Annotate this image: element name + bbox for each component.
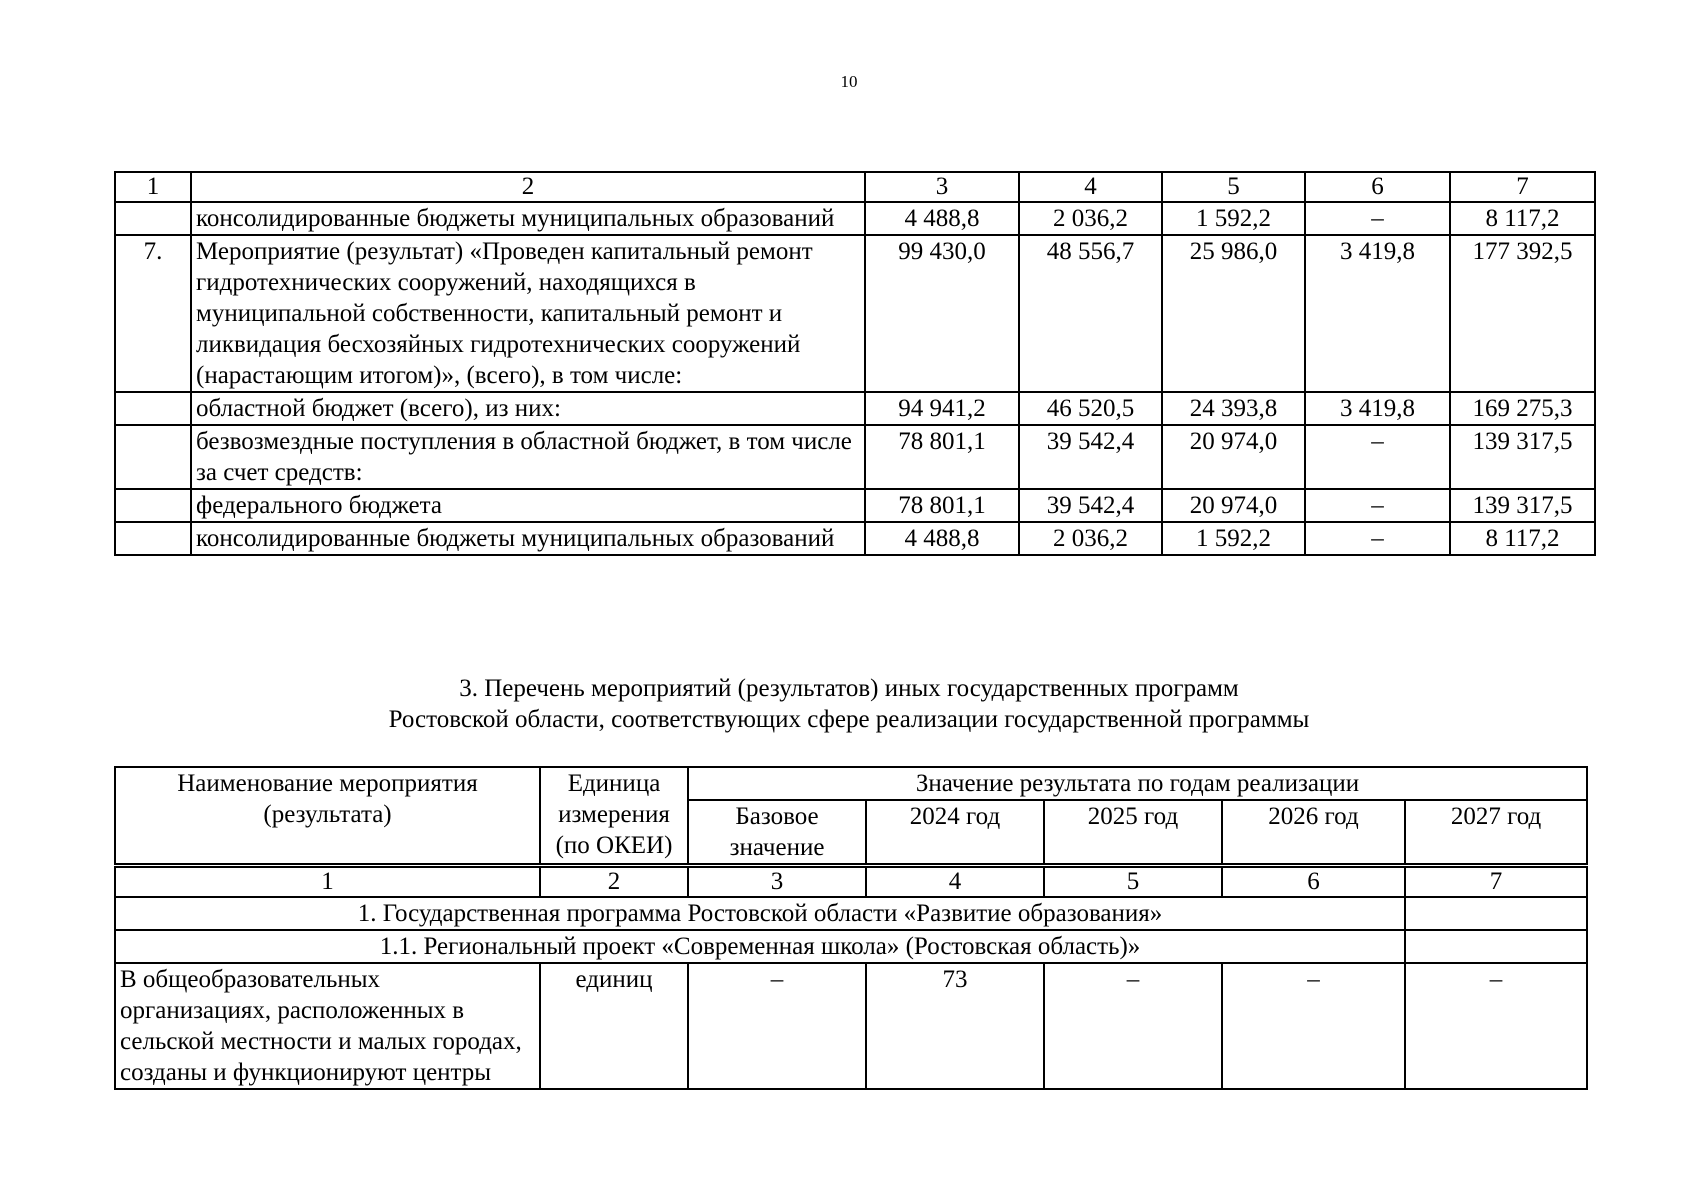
value-cell: 39 542,4 [1019,425,1162,489]
value-cell: 24 393,8 [1162,392,1305,425]
column-number: 5 [1044,866,1222,898]
column-number-row [115,866,1587,898]
column-number: 5 [1162,172,1305,202]
table-row [115,489,1595,522]
row-name: консолидированные бюджеты муниципальных образований [191,202,865,235]
column-number: 3 [688,866,866,898]
value-cell: 94 941,2 [865,392,1019,425]
row-number: 7. [115,235,191,392]
value-cell: 139 317,5 [1450,489,1595,522]
value-cell: 8 117,2 [1450,202,1595,235]
column-number-row [115,172,1595,202]
section-title-line-1: 3. Перечень мероприятий (результатов) иных государственных программ [459,675,1239,702]
value-cell: 25 986,0 [1162,235,1305,392]
value-cell: 139 317,5 [1450,425,1595,489]
table-row [115,235,1595,392]
value-cell: 1 592,2 [1162,522,1305,555]
row-name: безвозмездные поступления в областной бюджет, в том числе за счет средств: [191,425,865,489]
header-row [115,767,1587,800]
table-row [115,425,1595,489]
value-cell: 4 488,8 [865,522,1019,555]
row-number [115,489,191,522]
event-value-2025: – [1044,963,1222,1089]
column-number: 2 [191,172,865,202]
event-value-2027: – [1405,963,1587,1089]
value-cell: 99 430,0 [865,235,1019,392]
value-cell: 78 801,1 [865,425,1019,489]
row-name: консолидированные бюджеты муниципальных образований [191,522,865,555]
value-cell: 169 275,3 [1450,392,1595,425]
event-unit: единиц [540,963,688,1089]
column-number: 4 [866,866,1044,898]
value-cell: 3 419,8 [1305,235,1450,392]
value-cell: – [1305,489,1450,522]
budget-table [114,171,1596,556]
program-row [115,897,1587,930]
header-base-value: Базовое значение [688,800,866,866]
value-cell: 8 117,2 [1450,522,1595,555]
empty-cell [1405,930,1587,963]
table-row [115,522,1595,555]
column-number: 1 [115,172,191,202]
column-number: 6 [1305,172,1450,202]
value-cell: 2 036,2 [1019,522,1162,555]
column-number: 7 [1450,172,1595,202]
event-base-value: – [688,963,866,1089]
value-cell: 2 036,2 [1019,202,1162,235]
header-values-by-year: Значение результата по годам реализации [688,767,1587,800]
table-row [115,392,1595,425]
table-row [115,202,1595,235]
project-row [115,930,1587,963]
empty-cell [1405,897,1587,930]
value-cell: 20 974,0 [1162,425,1305,489]
row-name: федерального бюджета [191,489,865,522]
row-number [115,425,191,489]
event-name: В общеобразовательных организациях, расположенных в сельской местности и малых городах, созданы и функционируют центры [115,963,540,1089]
value-cell: – [1305,425,1450,489]
value-cell: 177 392,5 [1450,235,1595,392]
value-cell: 48 556,7 [1019,235,1162,392]
header-event-name: Наименование мероприятия (результата) [115,767,540,866]
events-table [114,766,1588,1090]
row-number [115,522,191,555]
row-name: Мероприятие (результат) «Проведен капитальный ремонт гидротехнических сооружений, находящихся в муниципальной собственности, капитальный ремонт и ликвидация бесхозяйных гидротехнических сооружений (нарастающим итогом)», (всего), в том числе: [191,235,865,392]
column-number: 7 [1405,866,1587,898]
header-unit: Единица измерения (по ОКЕИ) [540,767,688,866]
row-number [115,392,191,425]
page-number: 10 [840,72,858,91]
value-cell: 46 520,5 [1019,392,1162,425]
header-year-2024: 2024 год [866,800,1044,866]
value-cell: 1 592,2 [1162,202,1305,235]
column-number: 3 [865,172,1019,202]
header-year-2025: 2025 год [1044,800,1222,866]
event-value-2024: 73 [866,963,1044,1089]
row-name: областной бюджет (всего), из них: [191,392,865,425]
value-cell: 39 542,4 [1019,489,1162,522]
project-title: 1.1. Региональный проект «Современная школа» (Ростовская область)» [115,930,1405,963]
header-year-2027: 2027 год [1405,800,1587,866]
column-number: 2 [540,866,688,898]
table-row [115,963,1587,1089]
event-value-2026: – [1222,963,1405,1089]
value-cell: 3 419,8 [1305,392,1450,425]
value-cell: 4 488,8 [865,202,1019,235]
value-cell: – [1305,522,1450,555]
column-number: 6 [1222,866,1405,898]
row-number [115,202,191,235]
section-title-line-2: Ростовской области, соответствующих сфере реализации государственной программы [388,706,1310,733]
value-cell: 78 801,1 [865,489,1019,522]
value-cell: 20 974,0 [1162,489,1305,522]
header-year-2026: 2026 год [1222,800,1405,866]
program-title: 1. Государственная программа Ростовской области «Развитие образования» [115,897,1405,930]
column-number: 1 [115,866,540,898]
value-cell: – [1305,202,1450,235]
column-number: 4 [1019,172,1162,202]
